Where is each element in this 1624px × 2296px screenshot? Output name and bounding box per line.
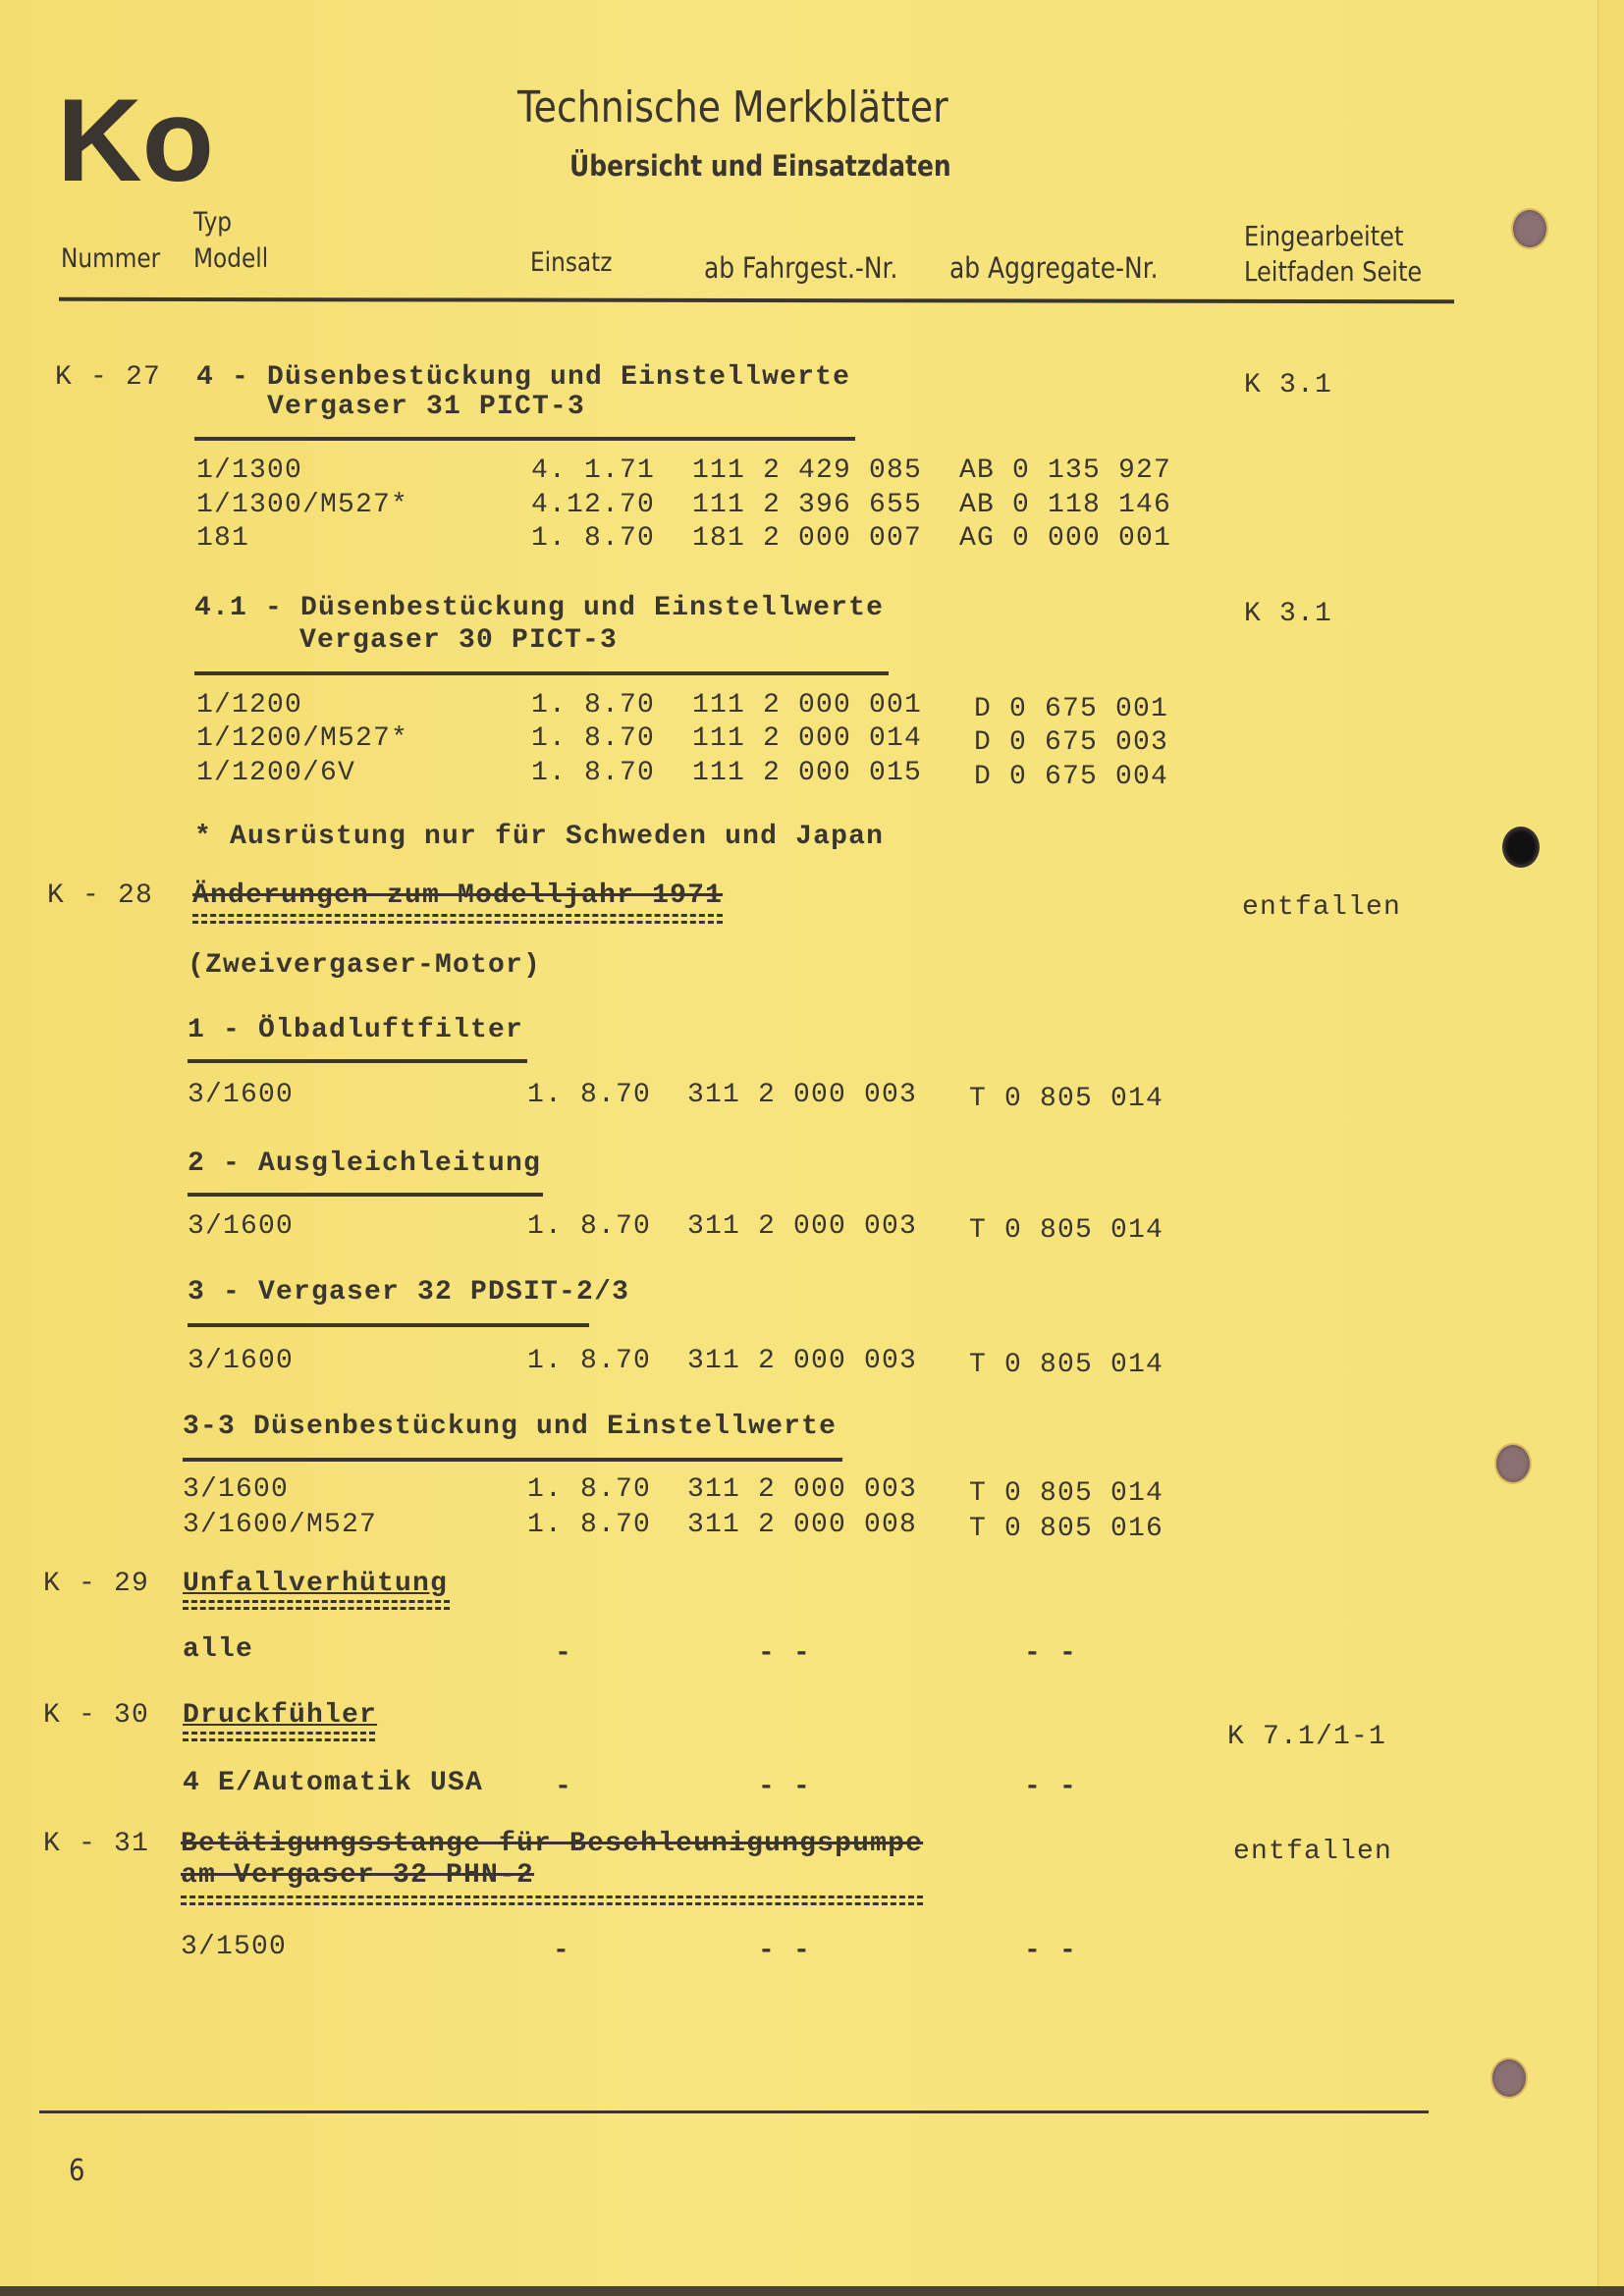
cell-aggregate: T 0 805 014 <box>969 1478 1164 1509</box>
entry-heading: 4.1 - Düsenbestückung und Einstellwerte <box>194 593 885 623</box>
punch-hole-icon <box>1494 1443 1532 1484</box>
cell-einsatz: - <box>555 1772 573 1802</box>
cell-aggregate: T 0 805 014 <box>969 1350 1164 1380</box>
cell-aggregate: D 0 675 001 <box>974 694 1169 724</box>
section-rule <box>194 671 889 675</box>
cell-fahrgest: 311 2 000 008 <box>687 1510 918 1540</box>
cell-model: 4 E/Automatik USA <box>183 1768 484 1798</box>
cell-fahrgest: 111 2 000 001 <box>692 690 923 721</box>
cell-fahrgest: 311 2 000 003 <box>687 1080 918 1110</box>
cell-model: 1/1200 <box>196 690 303 721</box>
cell-fahrgest: 111 2 396 655 <box>692 490 923 520</box>
punch-hole-icon <box>1490 2057 1528 2099</box>
cell-aggregate: - - <box>1024 1772 1078 1802</box>
manual-page-ref: K 7.1/1-1 <box>1227 1722 1387 1752</box>
footnote: * Ausrüstung nur für Schweden und Japan <box>194 822 885 852</box>
footer-rule <box>39 2110 1429 2113</box>
cell-fahrgest: - - <box>758 1638 812 1669</box>
cell-einsatz: - <box>553 1936 571 1966</box>
cell-aggregate: D 0 675 003 <box>974 727 1169 758</box>
cell-aggregate: AB 0 135 927 <box>959 455 1172 486</box>
cell-fahrgest: 181 2 000 007 <box>692 523 923 554</box>
entry-heading: 4 - Düsenbestückung und Einstellwerte <box>196 362 851 393</box>
cell-model: 181 <box>196 523 250 554</box>
page-subtitle: Übersicht und Einsatzdaten <box>569 149 951 183</box>
column-header-eingearbeitet: Eingearbeitet <box>1244 220 1404 252</box>
section-rule <box>194 437 855 441</box>
cell-einsatz: 1. 8.70 <box>527 1474 652 1505</box>
cell-aggregate: AB 0 118 146 <box>959 490 1172 520</box>
cell-fahrgest: 111 2 429 085 <box>692 455 923 486</box>
column-header-aggregate: ab Aggregate-Nr. <box>949 251 1159 285</box>
cell-fahrgest: - - <box>758 1936 812 1966</box>
cell-model: 3/1600 <box>188 1080 295 1110</box>
cell-aggregate: AG 0 000 001 <box>959 523 1172 554</box>
entry-number: K - 30 <box>43 1700 150 1731</box>
column-header-fahrgest: ab Fahrgest.-Nr. <box>704 251 898 285</box>
cell-model: 3/1500 <box>181 1932 288 1962</box>
cell-einsatz: - <box>555 1638 573 1669</box>
punch-hole-icon <box>1511 208 1548 249</box>
entry-heading: Vergaser 31 PICT-3 <box>267 392 586 422</box>
cell-fahrgest: 111 2 000 015 <box>692 758 923 788</box>
cell-einsatz: 1. 8.70 <box>527 1346 652 1376</box>
cell-einsatz: 1. 8.70 <box>527 1211 652 1242</box>
cell-model: 1/1200/M527* <box>196 723 409 754</box>
double-underline <box>183 1732 375 1741</box>
cell-model: 3/1600 <box>188 1346 295 1376</box>
cell-aggregate: T 0 805 016 <box>969 1514 1164 1544</box>
entry-number: K - 29 <box>43 1569 150 1599</box>
cell-model: alle <box>183 1634 254 1665</box>
punch-hole-icon <box>1502 827 1540 868</box>
cell-einsatz: 1. 8.70 <box>531 523 656 554</box>
group-heading: 3-3 Düsenbestückung und Einstellwerte <box>183 1412 838 1442</box>
cell-model: 1/1300/M527* <box>196 490 409 520</box>
manual-page-ref: entfallen <box>1242 892 1402 923</box>
group-heading: 3 - Vergaser 32 PDSIT-2/3 <box>188 1277 630 1308</box>
cell-model: 1/1200/6V <box>196 758 356 788</box>
cell-einsatz: 1. 8.70 <box>531 723 656 754</box>
cell-model: 3/1600 <box>188 1211 295 1242</box>
entry-heading-struck: Änderungen zum Modelljahr 1971 <box>192 881 724 911</box>
entry-heading-struck: Betätigungsstange für Beschleunigungspumpe <box>181 1829 924 1859</box>
entry-heading: Unfallverhütung <box>183 1569 449 1599</box>
column-header-einsatz: Einsatz <box>530 247 613 278</box>
section-rule <box>188 1323 589 1327</box>
cell-fahrgest: 311 2 000 003 <box>687 1346 918 1376</box>
column-header-typ: Typ <box>193 207 233 238</box>
cell-fahrgest: - - <box>758 1772 812 1802</box>
entry-note: (Zweivergaser-Motor) <box>188 950 542 981</box>
paper-edge <box>1597 0 1624 2296</box>
cell-model: 3/1600/M527 <box>183 1510 378 1540</box>
double-underline <box>192 914 723 924</box>
double-underline <box>181 1896 923 1905</box>
cell-einsatz: 1. 8.70 <box>531 758 656 788</box>
section-rule <box>188 1059 527 1063</box>
entry-heading: Vergaser 30 PICT-3 <box>299 625 619 656</box>
entry-heading: Druckfühler <box>183 1700 378 1731</box>
group-heading: 1 - Ölbadluftfilter <box>188 1015 524 1045</box>
manual-page-ref: K 3.1 <box>1244 370 1333 400</box>
cell-model: 3/1600 <box>183 1474 290 1505</box>
column-header-leitfaden: Leitfaden Seite <box>1244 255 1423 288</box>
group-heading: 2 - Ausgleichleitung <box>188 1148 542 1179</box>
cell-fahrgest: 311 2 000 003 <box>687 1474 918 1505</box>
cell-aggregate: - - <box>1024 1936 1078 1966</box>
scan-border <box>0 2286 1624 2296</box>
cell-model: 1/1300 <box>196 455 303 486</box>
cell-einsatz: 1. 8.70 <box>527 1080 652 1110</box>
column-header-nummer: Nummer <box>61 243 161 274</box>
entry-number: K - 27 <box>55 362 162 393</box>
cell-fahrgest: 311 2 000 003 <box>687 1211 918 1242</box>
page-title: Technische Merkblätter <box>517 82 948 133</box>
page-number: 6 <box>69 2154 85 2188</box>
manual-page-ref: entfallen <box>1233 1837 1393 1867</box>
double-underline <box>183 1600 450 1610</box>
entry-number: K - 28 <box>47 881 154 911</box>
cell-einsatz: 4. 1.71 <box>531 455 656 486</box>
entry-heading-struck: am Vergaser 32 PHN-2 <box>181 1860 535 1891</box>
cell-einsatz: 1. 8.70 <box>527 1510 652 1540</box>
section-rule <box>183 1458 842 1462</box>
cell-aggregate: T 0 805 014 <box>969 1084 1164 1114</box>
manual-page-ref: K 3.1 <box>1244 599 1333 629</box>
section-logo: Ko <box>57 75 214 206</box>
cell-aggregate: - - <box>1024 1638 1078 1669</box>
cell-fahrgest: 111 2 000 014 <box>692 723 923 754</box>
entry-number: K - 31 <box>43 1829 150 1859</box>
column-header-modell: Modell <box>193 243 269 274</box>
cell-aggregate: T 0 805 014 <box>969 1215 1164 1246</box>
section-rule <box>188 1193 543 1197</box>
cell-einsatz: 4.12.70 <box>531 490 656 520</box>
cell-aggregate: D 0 675 004 <box>974 762 1169 792</box>
cell-einsatz: 1. 8.70 <box>531 690 656 721</box>
